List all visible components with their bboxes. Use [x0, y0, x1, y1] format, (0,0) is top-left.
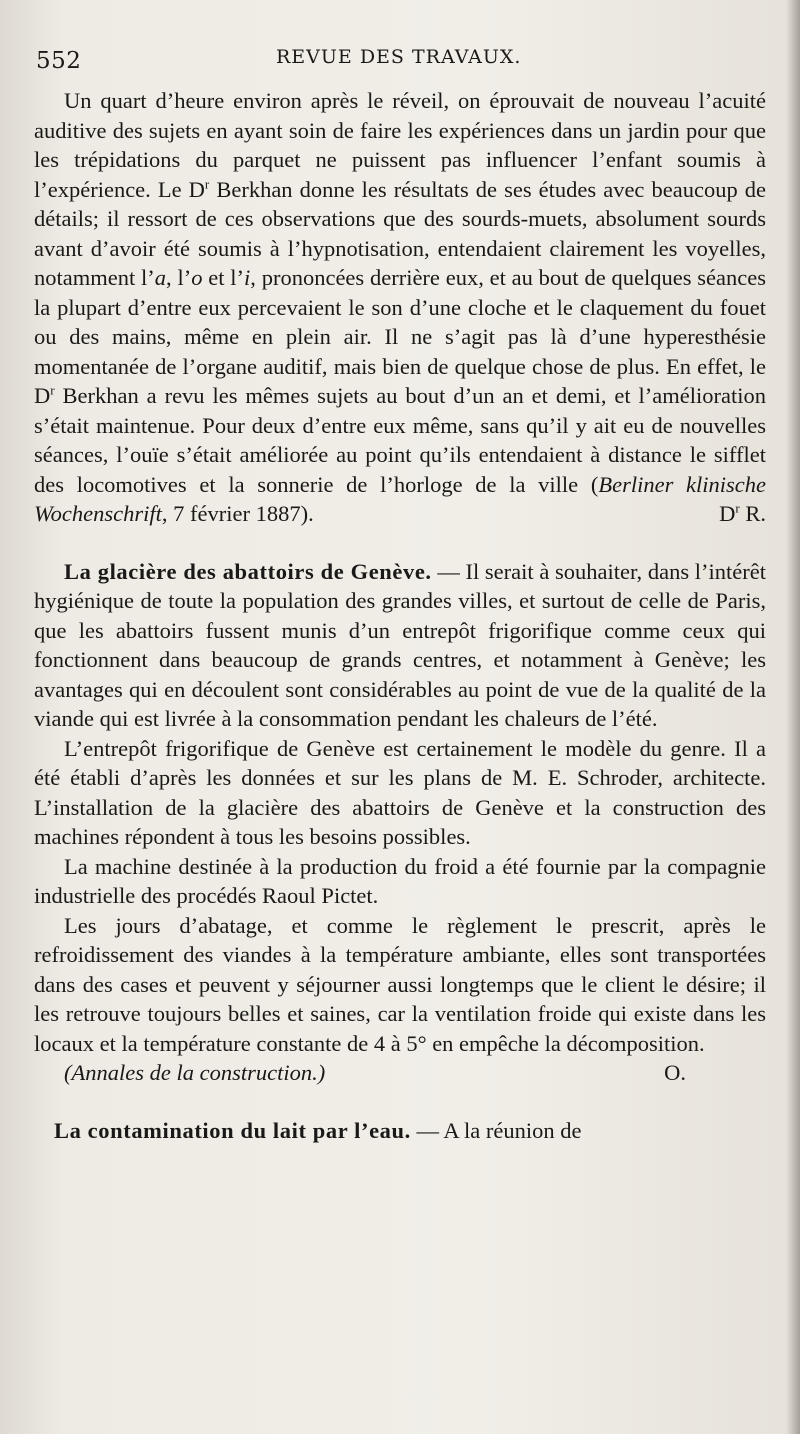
article2-paragraph-1: La glacière des abattoirs de Genève. — Il serait à souhaiter, dans l’intérêt hygiénique de toute la population des grandes villes, et surtout de celle de Paris, que les abattoirs fussent munis d’un entrepôt frigorifique comme ceux qui fonctionnent dans beaucoup de grands centres, et notamment à Genève; les avantages qui en découlent sont considérables au point de vue de la qualité de la viande qui est livrée à la consommation pendant les chaleurs de l’été. [34, 558, 766, 731]
article2-paragraph-3: La machine destinée à la production du froid a été fournie par la compagnie industrielle des procédés Raoul Pictet. [34, 853, 766, 908]
article1-paragraph: Un quart d’heure environ après le réveil, on éprouvait de nouveau l’acuité auditive des sujets en ayant soin de faire les expériences dans un jardin pour que les trépidations du parquet ne puissent pas influencer l’enfant soumis à l’expérience. Le $D^r$ Berkhan donne les résultats de ses études avec beaucoup de détails; il ressort de ces observations que des sourds-muets, absolument sourds avant d’avoir été soumis à l’hypnotisation, entendaient clairement les voyelles, notamment l’a, l’o et l’i, prononcées derrière eux, et au bout de quelques séances la plupart d’entre eux percevaient le son d’une cloche et le claquement du fouet ou des mains, même en plein air. Il ne s’agit pas là d’une hyperesthésie momentanée de l’organe auditif, mais bien de quelque chose de plus. En effet, le $D^r$ Berkhan a revu les mêmes sujets au bout d’un an et demi, et l’amélioration s’était maintenue. Pour deux d’entre eux même, sans qu’il y ait eu de nouvelles séances, l’ouïe s’était améliorée au point qu’ils entendaient à distance le sifflet des locomotives et la sonnerie de l’horloge de la ville (Berliner klinische Wochenschrift, 7 février 1887). $D^r$ R. [34, 86, 766, 529]
article2-paragraph-2: L’entrepôt frigorifique de Genève est certainement le modèle du genre. Il a été établi d’après les données et sur les plans de M. E. Schroder, architecte. L’installation de la glacière des abattoirs de Genève et la construction des machines répondent à tous les besoins possibles. [34, 735, 766, 849]
article3-title: La contamination du lait par l’eau. [54, 1117, 411, 1143]
page-number: 552 [36, 48, 82, 74]
article1-signature: $D^r$ R. [719, 500, 766, 526]
page-body [34, 86, 766, 1145]
article2-signature: O. [664, 1060, 686, 1085]
article3-paragraph: La contamination du lait par l’eau. — A la réunion de [54, 1117, 582, 1143]
page-header [36, 40, 756, 80]
article2-title: La glacière des abattoirs de Genève. [64, 558, 432, 584]
article2-paragraph-4: Les jours d’abatage, et comme le règlement le prescrit, après le refroidissement des viandes à la température ambiante, elles sont transportées dans des cases et peuvent y séjourner aussi longtemps que le client le désire; il les retrouve toujours belles et saines, car la ventilation froide qui existe dans les locaux et la température constante de 4 à 5° en empêche la décomposition. [34, 912, 766, 1056]
article2-source-line [34, 1058, 766, 1088]
running-head: REVUE DES TRAVAUX. [276, 46, 522, 68]
page-edge-shadow [786, 0, 800, 1434]
article2-source: (Annales de la construction.) [64, 1060, 326, 1085]
journal-citation: Berliner klinische Wochenschrift [34, 471, 767, 526]
